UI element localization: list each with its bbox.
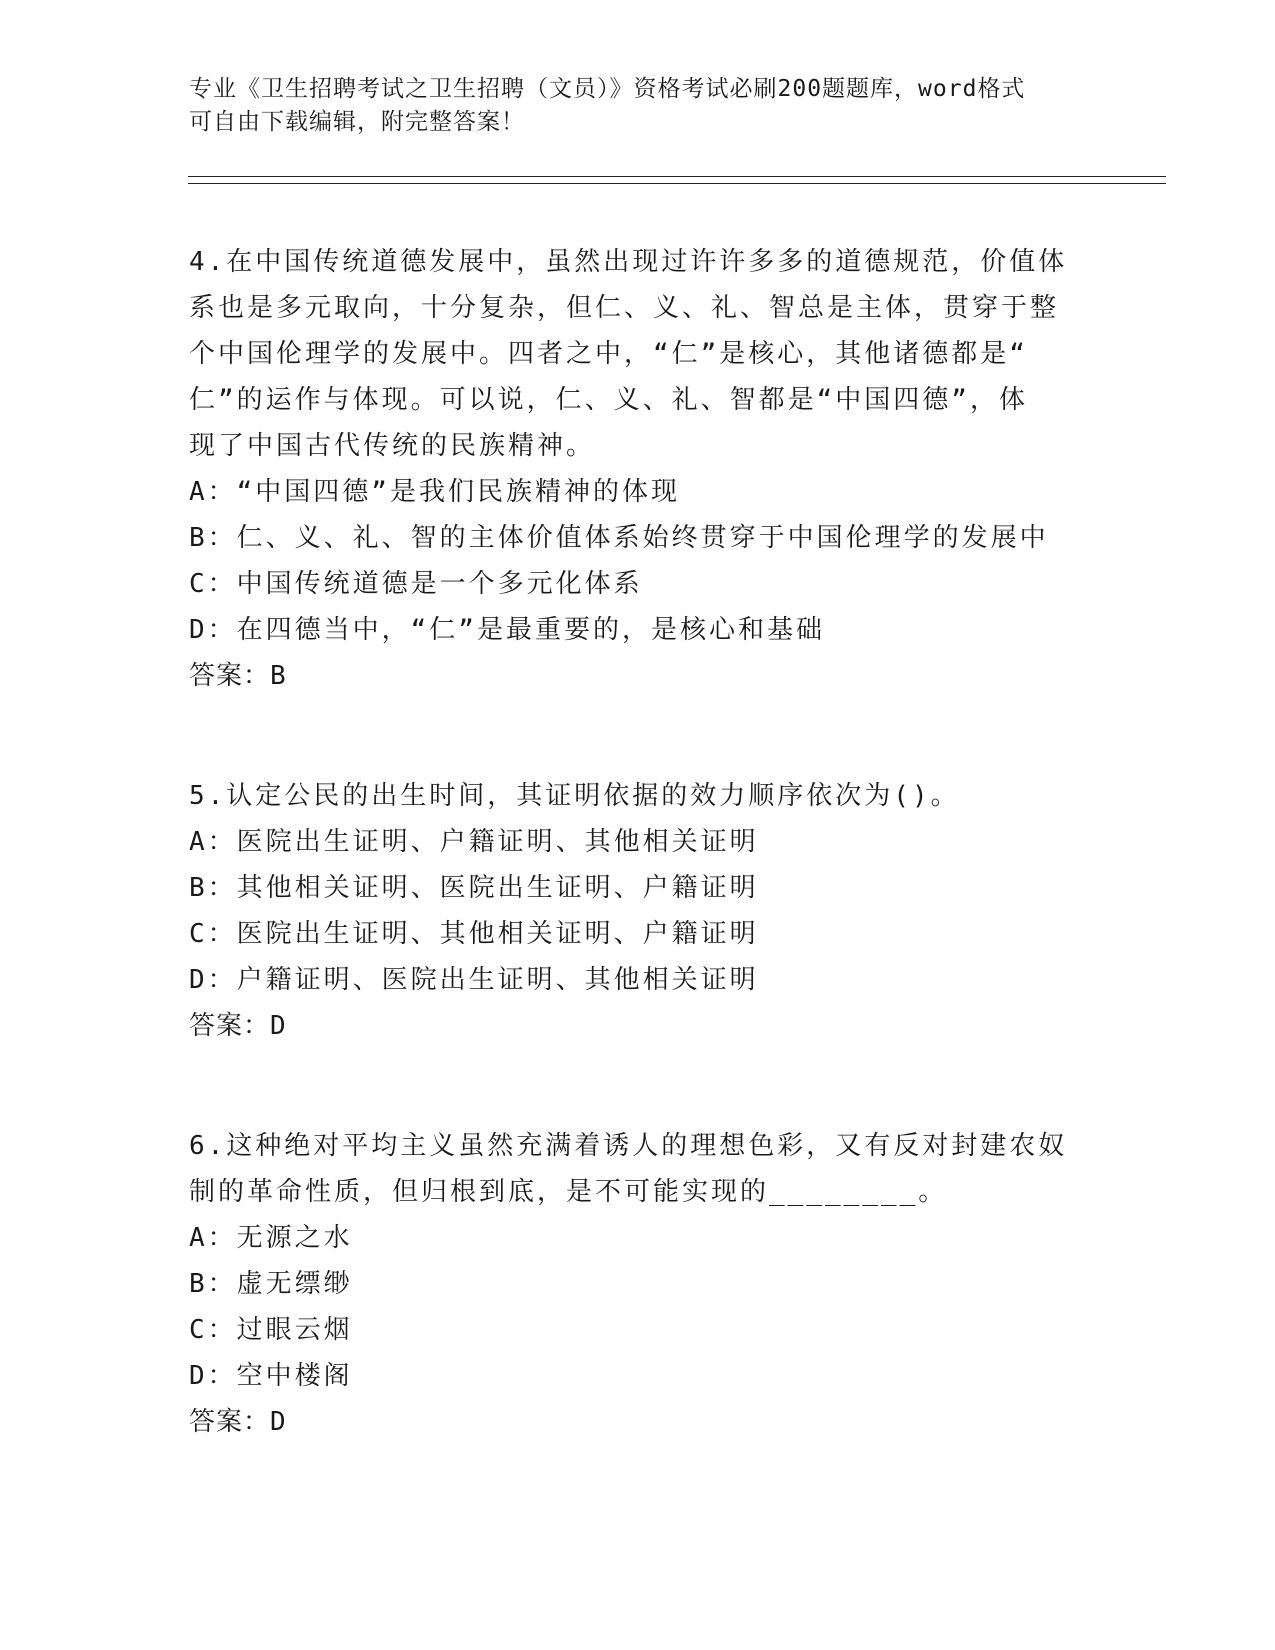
answer-line: 答案：B [189, 661, 287, 691]
question-stem-line: 6.这种绝对平均主义虽然充满着诱人的理想色彩，又有反对封建农奴 [189, 1131, 1068, 1161]
question-list [189, 239, 1089, 1445]
option-a: A：无源之水 [189, 1223, 353, 1253]
option-c: C：中国传统道德是一个多元化体系 [189, 569, 643, 599]
question-stem-line: 个中国伦理学的发展中。四者之中，“仁”是核心，其他诸德都是“ [189, 339, 1028, 369]
header-divider-bottom [188, 183, 1166, 184]
question-spacer [189, 699, 1089, 773]
option-c: C：医院出生证明、其他相关证明、户籍证明 [189, 919, 759, 949]
header-line-1: 专业《卫生招聘考试之卫生招聘（文员）》资格考试必刷200题题库，word格式 [189, 76, 1026, 102]
question-stem-line: 制的革命性质，但归根到底，是不可能实现的________。 [189, 1177, 948, 1207]
document-header [189, 73, 1089, 139]
question-stem-line: 现了中国古代传统的民族精神。 [189, 431, 596, 461]
option-a: A：医院出生证明、户籍证明、其他相关证明 [189, 827, 759, 857]
question-stem-line: 系也是多元取向，十分复杂，但仁、义、礼、智总是主体，贯穿于整 [189, 293, 1060, 323]
option-b: B：虚无缥缈 [189, 1269, 353, 1299]
option-b: B：其他相关证明、医院出生证明、户籍证明 [189, 873, 759, 903]
option-d: D：在四德当中，“仁”是最重要的，是核心和基础 [189, 615, 825, 645]
header-line-2: 可自由下载编辑，附完整答案！ [189, 109, 525, 135]
option-a: A：“中国四德”是我们民族精神的体现 [189, 477, 680, 507]
header-divider-top [188, 176, 1166, 177]
question-block [189, 1123, 1089, 1445]
option-c: C：过眼云烟 [189, 1315, 353, 1345]
question-block [189, 773, 1089, 1049]
question-block [189, 239, 1089, 699]
question-stem-line: 5.认定公民的出生时间，其证明依据的效力顺序依次为()。 [189, 781, 960, 811]
option-d: D：户籍证明、医院出生证明、其他相关证明 [189, 965, 759, 995]
option-d: D：空中楼阁 [189, 1361, 353, 1391]
answer-line: 答案：D [189, 1407, 287, 1437]
question-spacer [189, 1049, 1089, 1123]
answer-line: 答案：D [189, 1011, 287, 1041]
question-stem-line: 4.在中国传统道德发展中，虽然出现过许许多多的道德规范，价值体 [189, 247, 1068, 277]
question-stem-line: 仁”的运作与体现。可以说，仁、义、礼、智都是“中国四德”，体 [189, 385, 1028, 415]
option-b: B：仁、义、礼、智的主体价值体系始终贯穿于中国伦理学的发展中 [189, 523, 1049, 553]
